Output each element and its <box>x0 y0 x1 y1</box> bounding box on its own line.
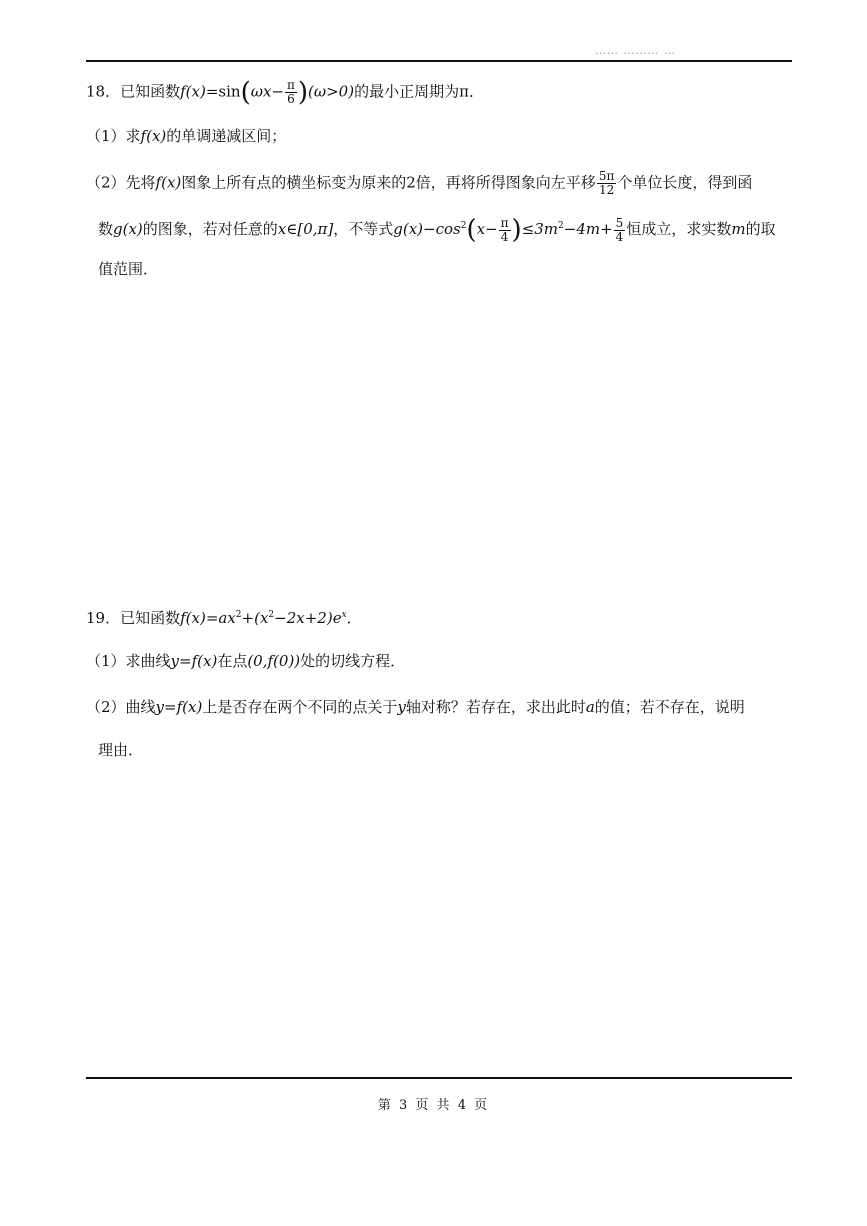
fraction-pi-over-4: $\frac{\pi}{4}$ <box>500 215 509 244</box>
footer-rule <box>86 1077 792 1079</box>
q19-part2-line2: 理由． <box>98 741 144 759</box>
q18-stem: 18．已知函数f(x)=sin(ωx− $\frac{\pi}{6}$ )(ω>0)的最小正周期为π． <box>86 77 484 108</box>
header-faded-text: …… ……… … <box>595 44 676 57</box>
q18-part2-line3: 值范围． <box>98 260 159 278</box>
q18-part2-line2: 数g(x)的图象，若对任意的x∈[0,π]，不等式$g(x)-\cos^2(x-$ $\frac{\pi}{4}$ )$\le 3m^2-4m+$ $\frac{5}{4}$ 恒成立，求实数m的取 <box>98 215 776 245</box>
header-rule <box>86 60 792 62</box>
q18-part1: （1）求f(x)的单调递减区间； <box>86 127 287 145</box>
q19-stem: 19．已知函数$f(x)=ax^2+(x^2-2x+2)e^x$． <box>86 609 362 627</box>
q19-part2-line1: （2）曲线y=f(x)上是否存在两个不同的点关于y轴对称？若存在，求出此时a的值；若不存在，说明 <box>86 698 745 716</box>
q19-number: 19． <box>86 609 121 627</box>
q19-part1: （1）求曲线y=f(x)在点(0,f(0))处的切线方程． <box>86 652 406 670</box>
q18-number: 18． <box>86 82 121 101</box>
q18-part2-line1: （2）先将f(x)图象上所有点的横坐标变为原来的2倍，再将所得图象向左平移 $\frac{5\pi}{12}$ 个单位长度，得到函 <box>86 169 753 197</box>
fraction-5pi-over-12: $\frac{5\pi}{12}$ <box>598 169 615 197</box>
fraction-5-over-4: $\frac{5}{4}$ <box>615 215 624 244</box>
fraction-pi-over-6: $\frac{\pi}{6}$ <box>286 78 295 106</box>
page-number: 第 3 页 共 4 页 <box>377 1098 490 1113</box>
